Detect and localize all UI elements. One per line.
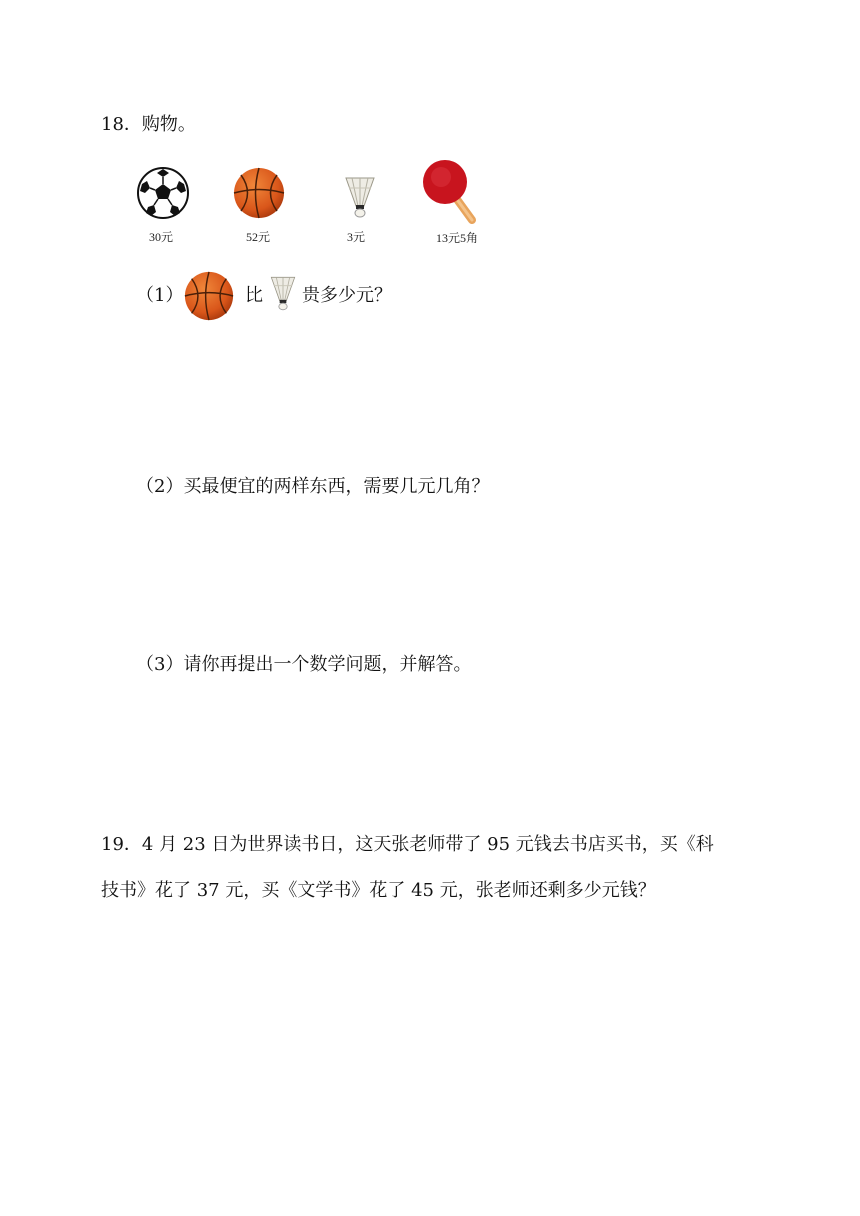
item-shuttlecock [340, 172, 380, 246]
price-label: 30元 [149, 230, 174, 244]
question-19-line-2: 技书》花了 37 元，买《文学书》花了 45 元，张老师还剩多少元钱？ [101, 880, 656, 901]
sub-question-3: （3）请你再提出一个数学问题，并解答。 [136, 654, 472, 675]
sub-question-2: （2）买最便宜的两样东西，需要几元几角？ [136, 476, 490, 497]
question-18-title: 18．购物。 [101, 114, 196, 135]
item-soccer-ball [136, 166, 190, 246]
item-ping-pong-paddle [420, 158, 492, 246]
shuttlecock-icon [268, 274, 298, 314]
sub-question-1-compare: 比 [245, 285, 263, 306]
price-label: 3元 [347, 230, 366, 244]
shuttlecock-icon [342, 176, 378, 220]
sub-question-1-prefix: （1） [136, 285, 184, 306]
sub-question-1-suffix: 贵多少元？ [302, 285, 392, 306]
item-basketball [232, 166, 288, 246]
soccer-ball-icon [136, 166, 190, 220]
ping-pong-paddle-icon [420, 158, 478, 224]
price-label: 52元 [246, 230, 271, 244]
question-19-line-1: 19．4 月 23 日为世界读书日，这天张老师带了 95 元钱去书店买书，买《科 [101, 834, 714, 855]
basketball-icon [232, 166, 286, 220]
price-label: 13元5角 [436, 231, 479, 245]
basketball-icon [183, 270, 235, 322]
